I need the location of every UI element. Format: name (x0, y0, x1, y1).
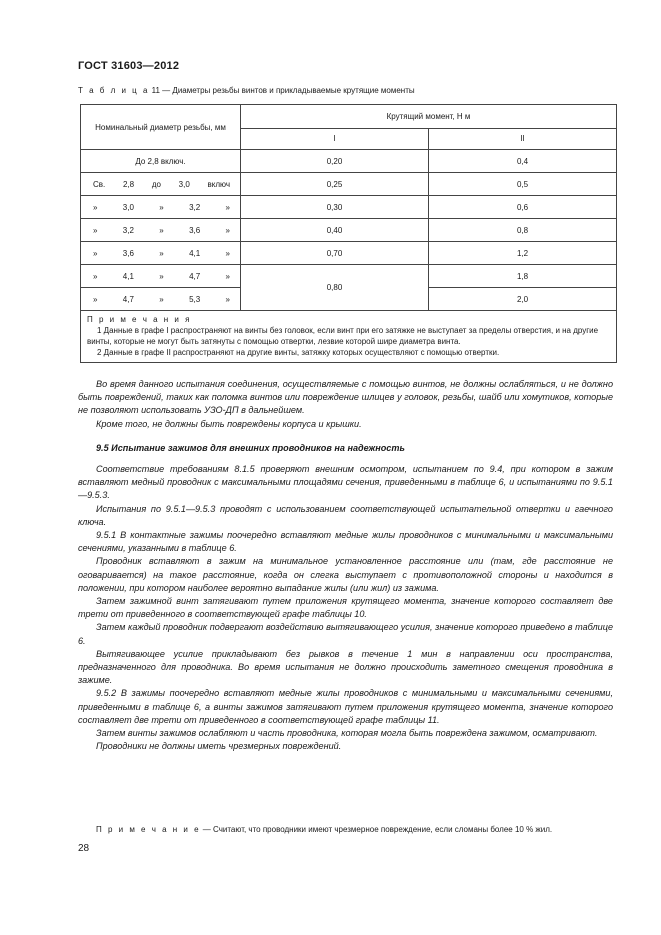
col-header-I: I (241, 128, 429, 149)
col-header-torque: Крутящий момент, Н м (241, 105, 617, 129)
torque-II-cell: 1,2 (429, 242, 617, 265)
range-suffix: включ (207, 179, 230, 189)
torque-II-cell: 1,8 (429, 265, 617, 288)
paragraph: Затем каждый проводник подвергают воздействию вытягивающего усилия, значение которого приведено в таблице 6. (78, 622, 613, 646)
diameter-cell (81, 242, 241, 265)
paragraph: 9.5.2 В зажимы поочередно вставляют медные жилы проводников с минимальными и максимальными сечениями, приведенными в таблице 6, а винты зажимов затягивают путем приложения крутящего момента, значение которого составляет две трети от приведенного в соответствующей графе таблицы 11. (78, 688, 613, 725)
range-to-word: » (159, 294, 164, 304)
range-to: 3,0 (178, 179, 190, 189)
diameter-cell (81, 173, 241, 196)
page-number: 28 (78, 843, 90, 854)
notes-title: П р и м е ч а н и я (87, 315, 192, 324)
range-to-word: » (159, 271, 164, 281)
paragraph: Проводник вставляют в зажим на минимальное установленное расстояние или (там, где расстояние не оговаривается) на такое расстояние, когда он слегка выступает с противоположной стороны и находится в положении, при котором наиболее вероятно выпадание жилы (или жил) из зажима. (78, 556, 613, 593)
range-suffix: » (225, 248, 230, 258)
torque-I-cell: 0,20 (241, 150, 429, 173)
range-from: 3,6 (122, 248, 134, 258)
torque-I-cell: 0,25 (241, 173, 429, 196)
diameter-cell (81, 219, 241, 242)
range-to: 3,2 (189, 202, 201, 212)
range-to: 5,3 (189, 294, 201, 304)
range-to-word: » (159, 202, 164, 212)
footnote (78, 825, 613, 834)
torque-II-cell: 0,8 (429, 219, 617, 242)
section-body (78, 463, 613, 753)
paragraph: Проводники не должны иметь чрезмерных повреждений. (96, 741, 342, 752)
range-prefix: » (93, 202, 98, 212)
section-title: 9.5 Испытание зажимов для внешних проводников на надежность (96, 443, 405, 453)
torque-table (80, 104, 617, 363)
footnote-prefix: П р и м е ч а н и е (96, 825, 201, 834)
paragraph: Вытягивающее усилие прикладывают без рывков в течение 1 мин в направлении оси пространства, предназначенного для проводника. Во время испытания не должно происходить заметного смещения проводника в зажиме. (78, 648, 613, 686)
footnote-text: — Считают, что проводники имеют чрезмерное повреждение, если сломаны более 10 % жил. (200, 825, 553, 834)
range-suffix: » (225, 294, 230, 304)
range-from: 4,1 (122, 271, 134, 281)
intro-text (78, 378, 613, 431)
table-row (81, 265, 617, 288)
table-row (81, 242, 617, 265)
range-to: 4,7 (189, 271, 201, 281)
table-row (81, 150, 617, 173)
torque-II-cell: 2,0 (429, 288, 617, 311)
torque-I-cell: 0,70 (241, 242, 429, 265)
range-to-word: » (159, 248, 164, 258)
diameter-cell (81, 288, 241, 311)
torque-II-cell: 0,5 (429, 173, 617, 196)
table-caption-text: 11 — Диаметры резьбы винтов и прикладываемые крутящие моменты (149, 86, 415, 95)
table-caption (78, 86, 415, 95)
range-from: 3,2 (122, 225, 134, 235)
diameter-cell (81, 196, 241, 219)
range-to-word: до (151, 179, 161, 189)
range-from: 2,8 (122, 179, 135, 189)
table-notes (81, 311, 617, 363)
table-row (81, 196, 617, 219)
paragraph: Во время данного испытания соединения, осуществляемые с помощью винтов, не должны ослабляться, и не должно быть повреждений, таких как поломка винтов или повреждение шлицев у головок, резьбы, шайб или хомутиков, которые не позволяют использовать УЗО-ДП в дальнейшем. (78, 379, 613, 416)
range-to: 3,6 (189, 225, 201, 235)
table-row (81, 173, 617, 196)
paragraph: Кроме того, не должны быть повреждены корпуса и крышки. (96, 418, 362, 429)
diameter-cell (81, 265, 241, 288)
torque-I-merged-cell: 0,80 (241, 265, 429, 311)
torque-II-cell: 0,6 (429, 196, 617, 219)
range-prefix: » (93, 294, 98, 304)
torque-I-cell: 0,30 (241, 196, 429, 219)
range-from: 3,0 (122, 202, 134, 212)
range-to: 4,1 (189, 248, 201, 258)
range-suffix: » (225, 225, 230, 235)
torque-II-cell: 0,4 (429, 150, 617, 173)
range-suffix: » (225, 271, 230, 281)
range-to-word: » (159, 225, 164, 235)
note-2: 2 Данные в графе II распространяют на другие винты, затяжку которых осуществляют с помощью отвертки. (97, 348, 500, 357)
range-suffix: » (225, 202, 230, 212)
range-prefix: Св. (93, 179, 106, 189)
col-header-II: II (429, 128, 617, 149)
paragraph: Соответствие требованиям 8.1.5 проверяют внешним осмотром, испытанием по 9.4, при котором в зажим вставляют медный проводник с максимальными площадями сечения, приведенными в таблице 6, и испытаниями по 9.5.1—9.5.3. (78, 464, 613, 501)
table-row (81, 219, 617, 242)
paragraph: Испытания по 9.5.1—9.5.3 проводят с использованием соответствующей испытательной отвертки и гаечного ключа. (78, 503, 613, 527)
paragraph: Затем зажимной винт затягивают путем приложения крутящего момента, значение которого составляет две трети от приведенного в соответствующей графе таблицы 10. (78, 596, 613, 620)
table-caption-prefix: Т а б л и ц а (78, 86, 150, 95)
document-header: ГОСТ 31603—2012 (78, 60, 180, 72)
range-prefix: » (93, 271, 98, 281)
range-prefix: » (93, 225, 98, 235)
range-from: 4,7 (122, 294, 134, 304)
note-1: 1 Данные в графе I распространяют на винты без головок, если винт при его затяжке не выступает за пределы отверстия, и на другие винты, которые не могут быть затянуты с помощью отвертки, лезвие которой шире диаметра винта. (87, 326, 599, 346)
range-prefix: » (93, 248, 98, 258)
torque-I-cell: 0,40 (241, 219, 429, 242)
paragraph: Затем винты зажимов ослабляют и часть проводника, которая могла быть повреждена зажимом, осматривают. (96, 728, 598, 739)
col-header-diameter: Номинальный диаметр резьбы, мм (81, 105, 241, 150)
diameter-cell: До 2,8 включ. (81, 150, 241, 173)
paragraph: 9.5.1 В контактные зажимы поочередно вставляют медные жилы проводников с минимальными и максимальными сечениями, указанными в таблице 6. (78, 530, 613, 554)
